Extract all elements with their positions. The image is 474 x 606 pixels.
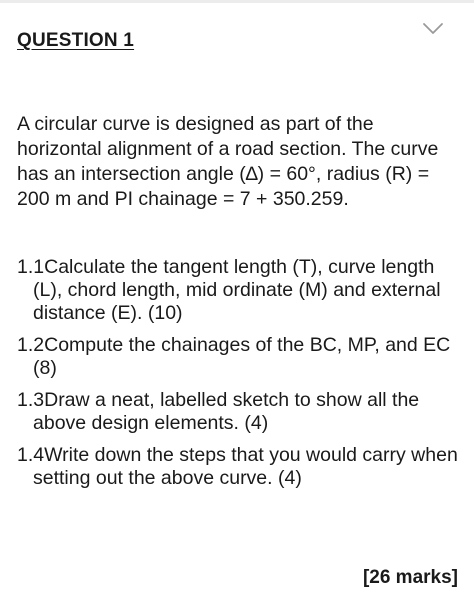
sub-question-1-2: 1.2Compute the chainages of the BC, MP, and EC (8): [17, 334, 451, 379]
sub-question-1-1: 1.1Calculate the tangent length (T), curve length (L), chord length, mid ordinate (M) and external distance (E). (10): [17, 256, 441, 324]
question-intro: A circular curve is designed as part of the horizontal alignment of a road section. The curve has an intersection angle (∆) = 60°, radius (R) = 200 m and PI chainage = 7 + 350.259.: [17, 113, 439, 210]
question-heading: QUESTION 1: [17, 30, 135, 51]
sub-question-1-4: 1.4Write down the steps that you would carry when setting out the above curve. (4): [17, 444, 458, 489]
sub-question-1-3: 1.3Draw a neat, labelled sketch to show all the above design elements. (4): [17, 389, 420, 434]
total-marks: [26 marks]: [362, 567, 458, 588]
chevron-down-icon[interactable]: [422, 22, 444, 36]
sub-question-list: [17, 256, 462, 490]
top-divider: [0, 0, 474, 3]
